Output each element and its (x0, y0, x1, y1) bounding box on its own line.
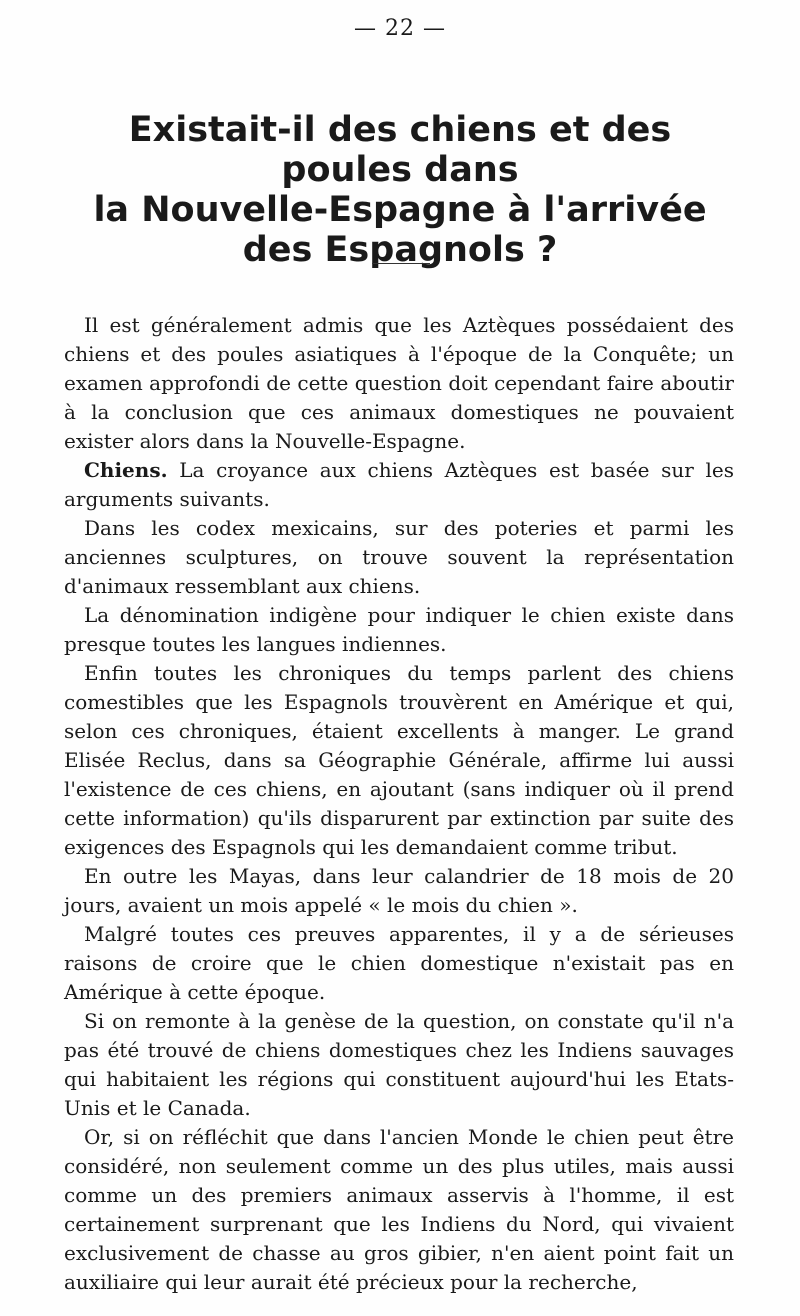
title-line-2: la Nouvelle-Espagne à l'arrivée (93, 190, 707, 230)
article-body (64, 311, 734, 1297)
section-heading-chiens: Chiens. (84, 458, 168, 482)
article-title (60, 110, 740, 270)
title-line-3: des Espagnols ? (242, 230, 558, 270)
paragraph-5: Enfin toutes les chroniques du temps parlent des chiens comestibles que les Espagnols trouvèrent en Amérique et qui, selon ces chroniques, étaient excellents à manger. Le grand Elisée Reclus, dans sa Géographie Générale, affirme lui aussi l'existence de ces chiens, en ajoutant (sans indiquer où il prend cette information) qu'ils disparurent par extinction par suite des exigences des Espagnols qui les demandaient comme tribut. (64, 661, 734, 859)
paragraph-6: En outre les Mayas, dans leur calandrier de 18 mois de 20 jours, avaient un mois appelé « le mois du chien ». (64, 864, 734, 917)
title-line-1: Existait-il des chiens et des poules dans (128, 110, 672, 190)
title-divider (372, 263, 430, 264)
paragraph-4: La dénomination indigène pour indiquer le chien existe dans presque toutes les langues indiennes. (64, 603, 734, 656)
paragraph-2-text: La croyance aux chiens Aztèques est basée sur les arguments suivants. (64, 458, 735, 511)
paragraph-7: Malgré toutes ces preuves apparentes, il y a de sérieuses raisons de croire que le chien domestique n'existait pas en Amérique à cette époque. (64, 922, 734, 1004)
paragraph-2 (64, 456, 734, 514)
paragraph-1: Il est généralement admis que les Aztèques possédaient des chiens et des poules asiatiques à l'époque de la Conquête; un examen approfondi de cette question doit cependant faire aboutir à la conclusion que ces animaux domestiques ne pouvaient exister alors dans la Nouvelle-Espagne. (64, 313, 734, 453)
paragraph-9: Or, si on réfléchit que dans l'ancien Monde le chien peut être considéré, non seulement comme un des plus utiles, mais aussi comme un des premiers animaux asservis à l'homme, il est certainement surprenant que les Indiens du Nord, qui vivaient exclusivement de chasse au gros gibier, n'en aient point fait un auxiliaire qui leur aurait été précieux pour la recherche, (64, 1125, 734, 1294)
paragraph-8: Si on remonte à la genèse de la question, on constate qu'il n'a pas été trouvé de chiens domestiques chez les Indiens sauvages qui habitaient les régions qui constituent aujourd'hui les Etats-Unis et le Canada. (64, 1009, 734, 1120)
page-number: — 22 — (354, 16, 446, 41)
paragraph-3: Dans les codex mexicains, sur des poteries et parmi les anciennes sculptures, on trouve souvent la représentation d'animaux ressemblant aux chiens. (64, 516, 734, 598)
